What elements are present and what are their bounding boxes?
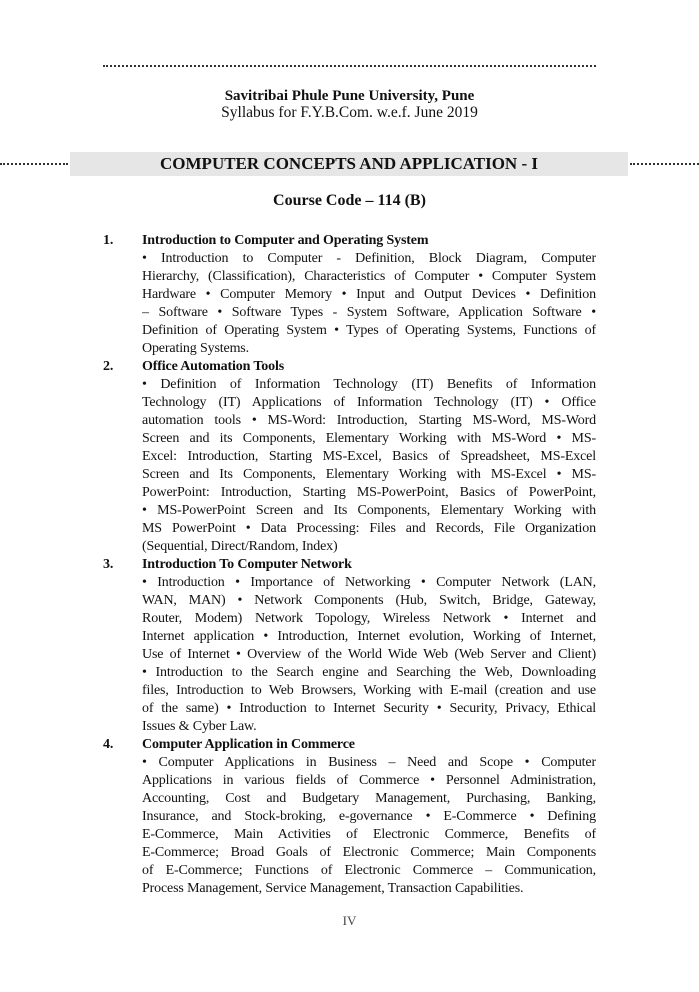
item-heading: Computer Application in Commerce (142, 737, 355, 752)
syllabus-subtitle: Syllabus for F.Y.B.Com. w.e.f. June 2019 (221, 104, 478, 121)
item-text-line: Screen and its Components, Elementary Working with MS-Word • MS- (142, 431, 596, 446)
left-dotted-rule (0, 163, 68, 165)
item-text-line: (Sequential, Direct/Random, Index) (142, 539, 338, 554)
syllabus-item (103, 736, 596, 898)
item-text-line: Screen and Its Components, Elementary Working with MS-Excel • MS- (142, 467, 596, 482)
item-text-line: Applications in various fields of Commerce • Personnel Administration, (142, 773, 596, 788)
item-text-line: • Definition of Information Technology (IT) Benefits of Information (142, 377, 596, 392)
item-heading: Office Automation Tools (142, 359, 285, 374)
item-text-line: Use of Internet • Overview of the World Wide Web (Web Server and Client) (142, 647, 596, 662)
item-text-line: Excel: Introduction, Starting MS-Excel, Basics of Spreadsheet, MS-Excel (142, 449, 596, 464)
item-text-line: Issues & Cyber Law. (142, 719, 257, 734)
item-text-line: • Introduction • Importance of Networking • Computer Network (LAN, (142, 575, 596, 590)
right-dotted-rule (630, 163, 699, 165)
item-number: 2. (103, 359, 114, 374)
syllabus-item (103, 556, 596, 736)
page-number: IV (342, 913, 357, 928)
item-text-line: • MS-PowerPoint Screen and Its Components, Elementary Working with (142, 503, 596, 518)
item-text-line: WAN, MAN) • Network Components (Hub, Switch, Bridge, Gateway, (142, 593, 596, 608)
university-name: Savitribai Phule Pune University, Pune (224, 88, 475, 104)
item-number: 1. (103, 233, 114, 248)
item-text-line: automation tools • MS-Word: Introduction, Starting MS-Word, MS-Word (142, 413, 596, 428)
item-text-line: of the same) • Introduction to Internet Security • Security, Privacy, Ethical (142, 701, 596, 716)
item-text-line: E-Commerce; Broad Goals of Electronic Commerce; Main Components (142, 845, 596, 860)
item-text-line: files, Introduction to Web Browsers, Working with E-mail (creation and use (142, 683, 596, 698)
item-text-line: PowerPoint: Introduction, Starting MS-PowerPoint, Basics of PowerPoint, (142, 485, 596, 500)
course-title: COMPUTER CONCEPTS AND APPLICATION - I (160, 154, 538, 173)
item-text-line: MS PowerPoint • Data Processing: Files and Records, File Organization (142, 521, 596, 536)
item-text-line: E-Commerce, Main Activities of Electronic Commerce, Benefits of (142, 827, 596, 842)
item-number: 4. (103, 737, 114, 752)
item-text-line: Hardware • Computer Memory • Input and Output Devices • Definition (142, 287, 596, 302)
item-text-line: • Introduction to the Search engine and Searching the Web, Downloading (142, 665, 596, 680)
item-text-line: Insurance, and Stock-broking, e-governance • E-Commerce • Defining (142, 809, 596, 824)
item-text-line: Operating Systems. (142, 341, 249, 356)
item-number: 3. (103, 557, 114, 572)
item-text-line: Router, Modem) Network Topology, Wireless Network • Internet and (142, 611, 596, 626)
syllabus-list (103, 232, 596, 898)
syllabus-item (103, 358, 596, 556)
item-text-line: Definition of Operating System • Types of Operating Systems, Functions of (142, 323, 596, 338)
top-dotted-rule (103, 65, 596, 67)
item-text-line: Accounting, Cost and Budgetary Management, Purchasing, Banking, (142, 791, 596, 806)
item-heading: Introduction To Computer Network (142, 557, 352, 572)
item-text-line: Process Management, Service Management, Transaction Capabilities. (142, 881, 524, 896)
item-heading: Introduction to Computer and Operating System (142, 233, 429, 248)
item-text-line: of E-Commerce; Functions of Electronic Commerce – Communication, (142, 863, 596, 878)
syllabus-item (103, 232, 596, 358)
item-text-line: Hierarchy, (Classification), Characteristics of Computer • Computer System (142, 269, 596, 284)
course-code: Course Code – 114 (B) (273, 192, 426, 209)
item-text-line: • Computer Applications in Business – Need and Scope • Computer (142, 755, 596, 770)
item-text-line: • Introduction to Computer - Definition, Block Diagram, Computer (142, 251, 596, 266)
item-text-line: Internet application • Introduction, Internet evolution, Working of Internet, (142, 629, 596, 644)
item-text-line: – Software • Software Types - System Software, Application Software • (142, 305, 596, 320)
item-text-line: Technology (IT) Applications of Information Technology (IT) • Office (142, 395, 596, 410)
